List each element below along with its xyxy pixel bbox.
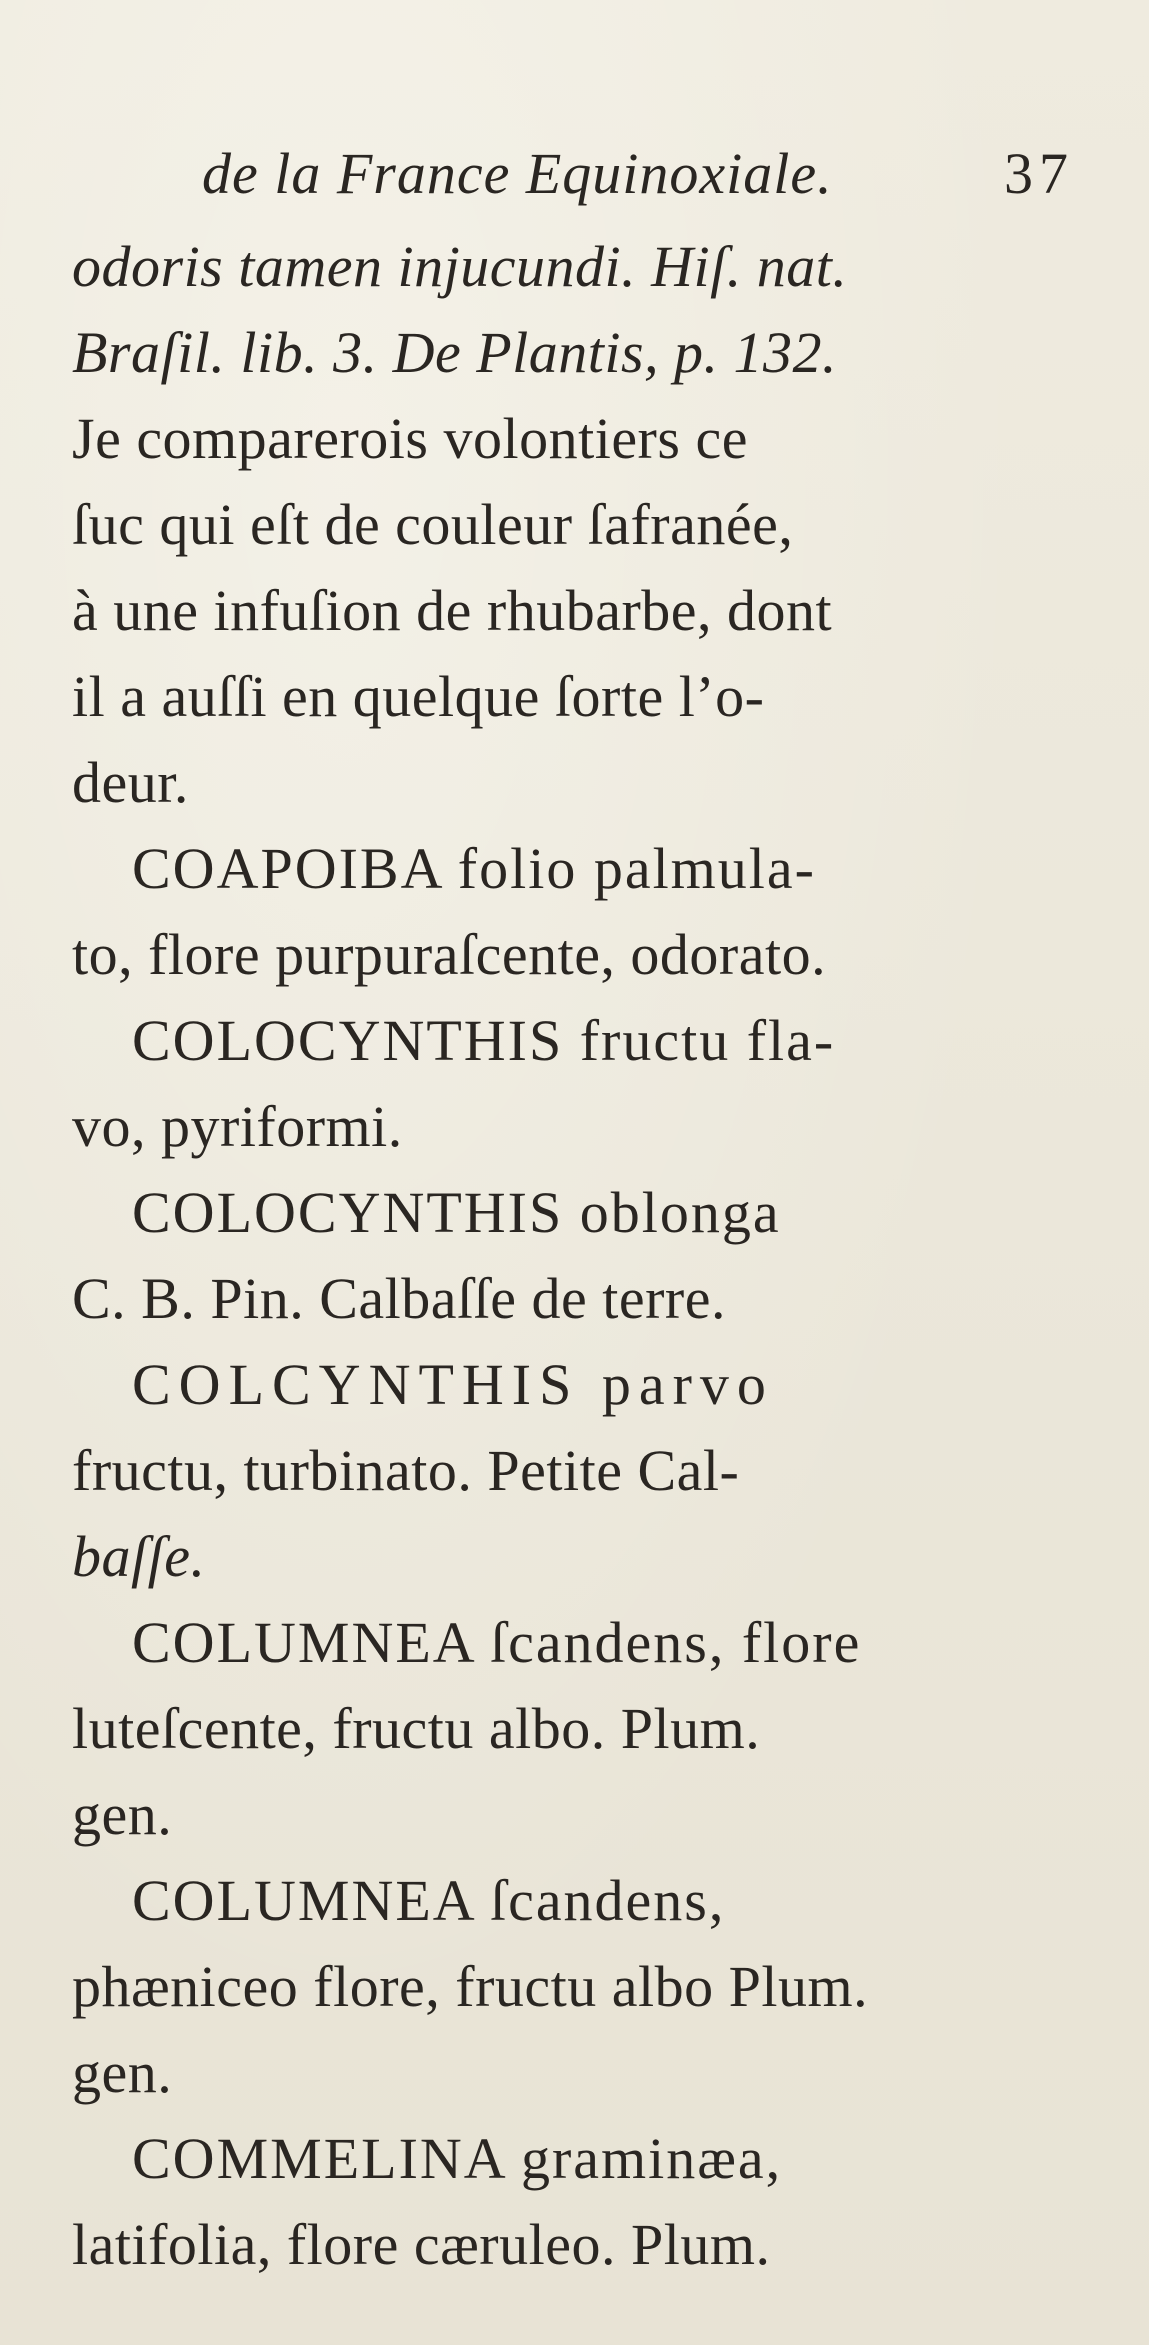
text-line: deur.	[72, 750, 189, 815]
running-header	[202, 140, 1082, 224]
text-line: à une infuſion de rhubarbe, dont	[72, 578, 833, 643]
plant-entry-columnea-1: COLUMNEA ſcandens, flore	[132, 1610, 862, 1675]
text-line: odoris tamen injucundi. Hiſ. nat.	[72, 234, 848, 299]
text-line: C. B. Pin. Calbaſſe de terre.	[72, 1266, 726, 1331]
text-line: ſuc qui eſt de couleur ſafranée,	[72, 492, 794, 557]
text-line: gen.	[72, 2040, 173, 2105]
running-header-title: de la France Equinoxiale.	[202, 141, 833, 206]
text-line: phæniceo flore, fructu albo Plum.	[72, 1954, 869, 2019]
plant-entry-colocynthis-1: COLOCYNTHIS fructu fla-	[132, 1008, 836, 1073]
plant-entry-columnea-2: COLUMNEA ſcandens,	[132, 1868, 726, 1933]
text-line: gen.	[72, 1782, 173, 1847]
plant-entry-colcynthis: COLCYNTHIS parvo	[132, 1352, 774, 1417]
text-line: Je comparerois volontiers ce	[72, 406, 748, 471]
text-line: fructu, turbinato. Petite Cal-	[72, 1438, 740, 1503]
text-line: il a auſſi en quelque ſorte l’o-	[72, 664, 765, 729]
text-line: latifolia, flore cæruleo. Plum.	[72, 2212, 771, 2277]
plant-entry-colocynthis-2: COLOCYNTHIS oblonga	[132, 1180, 781, 1245]
text-line: Braſil. lib. 3. De Plantis, p. 132.	[72, 320, 838, 385]
plant-entry-commelina: COMMELINA graminæa,	[132, 2126, 783, 2191]
text-line: baſſe.	[72, 1524, 206, 1589]
text-line: vo, pyriformi.	[72, 1094, 403, 1159]
page-text	[72, 140, 1082, 2288]
plant-entry-coapoiba: COAPOIBA folio palmula-	[132, 836, 816, 901]
page-number: 37	[1004, 141, 1074, 206]
text-line: to, flore purpuraſcente, odorato.	[72, 922, 827, 987]
text-line: luteſcente, fructu albo. Plum.	[72, 1696, 761, 1761]
